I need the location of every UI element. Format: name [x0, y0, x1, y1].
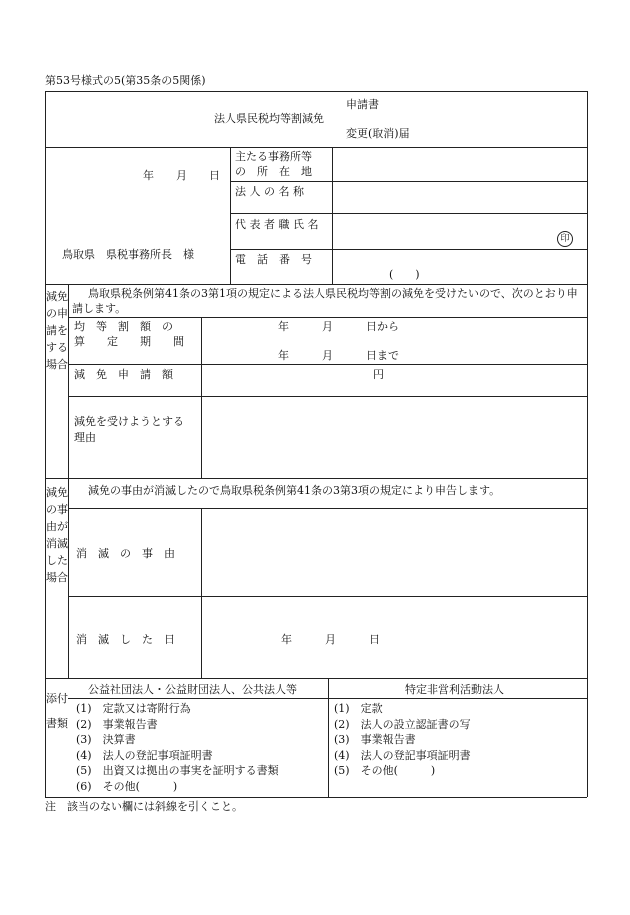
list-item: (4) 法人の登記事項証明書 [334, 748, 471, 762]
period-label-2: 算 定 期 間 [74, 335, 184, 348]
list-item: (3) 事業報告書 [334, 733, 416, 747]
corp-name-label: 法 人 の 名 称 [235, 185, 304, 198]
attachments-col1-list [76, 702, 279, 796]
addressee: 鳥取県 県税事務所長 様 [62, 248, 194, 261]
phone-input[interactable] [333, 250, 586, 283]
list-item: (5) その他( ) [334, 764, 436, 778]
rep-name-input[interactable] [333, 214, 586, 248]
attachments-side-label: 添付書類 [46, 692, 68, 731]
office-location-label-1: 主たる事務所等 [235, 150, 312, 163]
cause-label: 消 滅 の 事 由 [76, 547, 175, 560]
phone-label: 電 話 番 号 [235, 253, 312, 266]
period-to[interactable]: 年 月 日まで [278, 349, 399, 362]
section2-declaration: 減免の事由が消滅したので鳥取県税条例第41条の3第3項の規定により申告します。 [88, 484, 501, 497]
list-item: (2) 事業報告書 [76, 717, 158, 731]
amount-unit: 円 [373, 368, 384, 381]
list-item: (1) 定款 [334, 702, 383, 715]
list-item: (5) 出資又は拠出の事実を証明する書類 [76, 764, 279, 778]
section1-side-label: 減免の申請をする場合 [46, 290, 68, 372]
amount-label: 減 免 申 請 額 [74, 368, 173, 381]
date-field[interactable]: 年 月 日 [143, 169, 220, 182]
form-label: 第53号様式の5(第35条の5関係) [45, 74, 206, 87]
attachments-col2-list [334, 702, 471, 780]
title-change: 変更(取消)届 [346, 127, 410, 140]
list-item: (3) 決算書 [76, 733, 136, 747]
office-location-input[interactable] [333, 148, 586, 180]
rep-name-label: 代 表 者 職 氏 名 [235, 218, 319, 231]
section1-declaration: 鳥取県税条例第41条の3第1項の規定による法人県民税均等割の減免を受けたいので、次のとおり申請します。 [72, 287, 578, 315]
period-from[interactable]: 年 月 日から [278, 320, 399, 333]
period-label-1: 均 等 割 額 の [74, 320, 173, 333]
list-item: (2) 法人の設立認証書の写 [334, 717, 471, 731]
office-location-label-2: の 所 在 地 [235, 165, 312, 178]
phone-parens: ( ) [389, 268, 420, 281]
title-application: 申請書 [346, 98, 379, 111]
corp-name-input[interactable] [333, 182, 586, 212]
reason-label-1: 減免を受けようとする [74, 415, 184, 428]
amount-input[interactable] [202, 365, 586, 395]
reason-input[interactable] [202, 397, 586, 477]
reason-label-2: 理由 [74, 431, 96, 444]
list-item: (1) 定款又は寄附行為 [76, 702, 191, 715]
attachments-col1-header: 公益社団法人・公益財団法人、公共法人等 [88, 683, 297, 696]
attachments-col2-header: 特定非営利活動法人 [405, 683, 504, 696]
footnote: 注 該当のない欄には斜線を引くこと。 [45, 800, 243, 813]
title-main: 法人県民税均等割減免 [214, 112, 324, 125]
cessation-date-value[interactable]: 年 月 日 [281, 633, 380, 646]
list-item: (4) 法人の登記事項証明書 [76, 748, 213, 762]
section2-side-label: 減免の事由が消滅した場合 [46, 486, 68, 585]
list-item: (6) その他( ) [76, 779, 178, 793]
seal-icon: 印 [557, 231, 573, 247]
cessation-date-label: 消 滅 し た 日 [76, 633, 175, 646]
cause-input[interactable] [202, 509, 586, 595]
